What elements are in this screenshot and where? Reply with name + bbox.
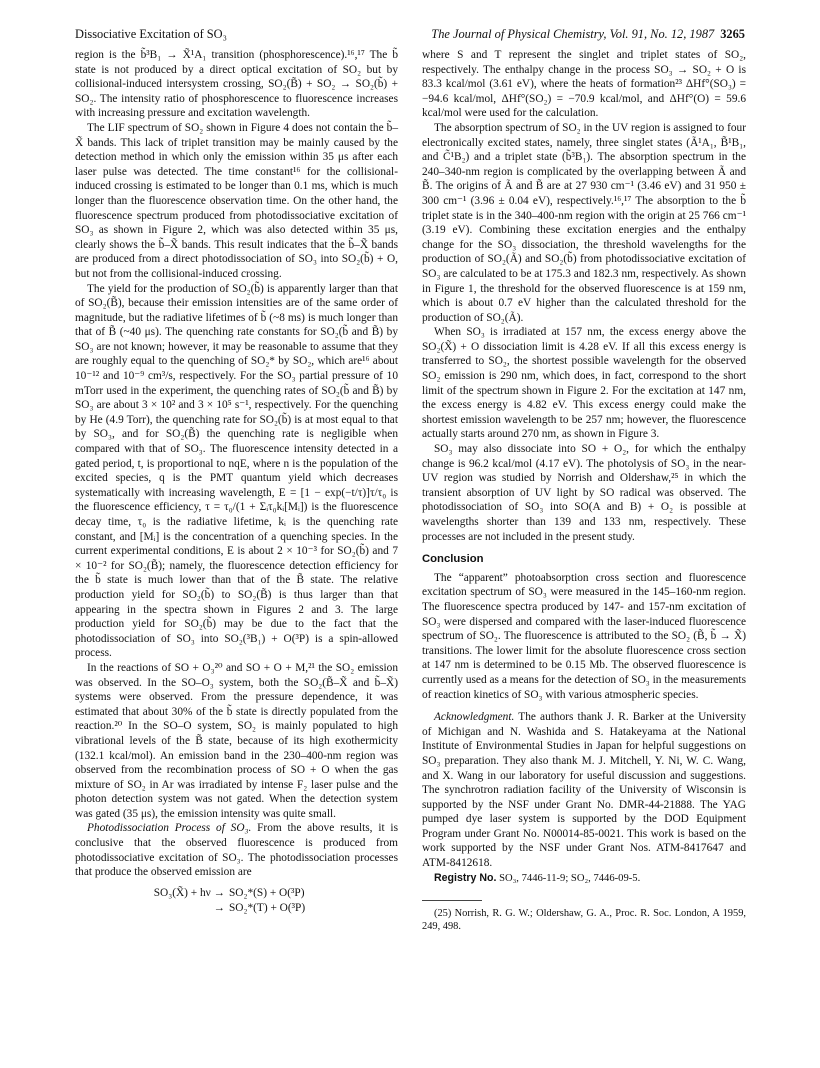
reference-25: (25) Norrish, R. G. W.; Oldershaw, G. A., Proc. R. Soc. London, A 1959, 249, 498. (422, 908, 746, 933)
paragraph: SO₃ may also dissociate into SO + O₂, for which the enthalpy change is 96.2 kcal/mol (4.17 eV). The photolysis of SO₃ in the near-UV region was studied by Norrish and Oldershaw,²⁵ in which the transient absorption of UV light by SO radical was observed. The photodissociation of SO₃ into SO(A and B) + O₂ is possible at wavelengths shorter than 139 and 133 nm, respectively. These processes are not included in the present study. (422, 443, 746, 543)
right-column (422, 48, 746, 933)
subsection-text: From the above results, it is conclusive that the observed fluorescence is produced from photodissociative excitation of SO₃. The photodissociation processes that produce the observed emission are (75, 822, 398, 879)
acknowledgment-paragraph (422, 710, 746, 871)
conclusion-paragraph: The “apparent” photoabsorption cross section and fluorescence excitation spectrum of SO₃ were measured in the 145–160-nm region. The fluorescence spectra produced by 147- and 157-nm excitation of SO₃ were dispersed and compared with the laser-induced fluorescence spectrum of SO₂. The fluorescence is attributed to the SO₂ (B̃, b̃ → X̃) transitions. The lower limit for the absolute fluorescence cross section at 147 nm is determined to be 0.15 Mb. The observed fluorescence is currently used as a means for the detection of SO₃ in the measurements of reaction kinetics of SO₃ with various atmospheric species. (422, 571, 746, 701)
paragraph: The yield for the production of SO₂(b̃) is apparently larger than that of SO₂(B̃), because their emission intensities are of the same order of magnitude, but the radiative lifetimes of b̃ (~8 ms) is much longer than that of B̃ (~40 μs). The quenching rate constants for SO₂(b̃ and B̃) by SO₃ are not known; however, it may be reasonable to assume that they are roughly equal to the quenching of SO₂* by SO₂, which are¹⁶ about 10⁻¹² and 10⁻⁹ cm³/s, respectively. For the SO₃ partial pressure of 10 mTorr used in the experiment, the quenching rates of SO₂(b̃ and B̃) by SO₃ are about 3 × 10² and 3 × 10⁵ s⁻¹, respectively. For the quenching by He (4.9 Torr), the quenching rate for SO₂(b̃) is at most equal to that by SO₃, and for SO₂(B̃) the quenching rate is negligible when compared with that of SO₃. The fluorescence intensity detected in a gated period, t, is proportional to nqE, where n is the population of the excited species, q is the PMT quantum yield which decreases systematically with increasing wavelength, E = [1 − exp(−t/τ)]τ/τ₀ is the fluorescence efficiency, τ = τ₀/(1 + Σᵢτ₀kᵢ[Mᵢ]) is the fluorescence decay time, τ₀ is the radiative lifetime, kᵢ is the quenching rate constant, and [Mᵢ] is the concentration of a quenching species. In the current experimental conditions, E is about 2 × 10⁻³ for SO₂(b̃) and 7 × 10⁻² for SO₂(B̃); namely, the fluorescence detection efficiency for the b̃ state is much lower than that of the B̃ state. The relative production yield for SO₂(b̃) to SO₂(B̃) is thus larger than that appearing in the spectra shown in Figures 2 and 3. The large production yield for SO₂(b̃) may be due to the fact that the photodissociation of SO₃ into SO₂(³B₁) + O(³P) is a spin-allowed process. (75, 282, 398, 660)
running-title: Dissociative Excitation of SO₃ (75, 27, 227, 41)
acknowledgment-label: Acknowledgment. (434, 711, 515, 724)
left-column (75, 48, 398, 917)
equation-lhs: SO₃(X̃) + hν → (153, 886, 225, 899)
equation-rhs: SO₂*(T) + O(³P) (229, 902, 306, 915)
page-number: 3265 (720, 27, 745, 41)
registry-text: SO₃, 7446-11-9; SO₂, 7446-09-5. (499, 872, 641, 884)
equation-lhs: → (213, 902, 225, 915)
conclusion-heading: Conclusion (422, 553, 484, 566)
registry-label: Registry No. (434, 871, 497, 884)
reaction-equations (75, 886, 398, 917)
spacer (422, 702, 746, 710)
paragraph: In the reactions of SO + O₃²⁰ and SO + O + M,²¹ the SO₂ emission was observed. In the SO–O₃ system, both the SO₂(B̃–X̃ and b̃–X̃) systems were observed. From the pressure dependence, it was estimated that about 30% of the b̃ state is directly populated from the reaction.²⁰ In the SO–O system, SO₂ is mainly populated to high vibrational levels of the B̃ state, because of its high exothermicity (132.1 kcal/mol). An emission band in the 230–400-nm region was observed from the recombination process of SO + O when the gas mixture of SO₂ in Ar was irradiated by intense F₂ laser pulse and the photon detection system was not gated. When the detection system was gated (35 μs), the emission intensity was quite small. (75, 661, 398, 820)
paragraph: The LIF spectrum of SO₂ shown in Figure 4 does not contain the b̃–X̃ bands. This lack of triplet transition may be mainly caused by the detection method in which only the emission within 35 μs after each laser pulse was detected. The time constant¹⁶ for the collisional-induced crossing is estimated to be longer than 0.1 ms, which is much longer than the fluorescence observation time. On the other hand, the fluorescence spectrum produced from photodissociative excitation of SO₃ as shown in Figure 2, which was also detected within 35 μs, clearly shows the b̃–X̃ bands. This result indicates that the b̃–X̃ bands are produced from a direct photodissociation of SO₃ into SO₂(b̃) + O, but not from the collisional-induced crossing. (75, 121, 398, 280)
equation-rhs: SO₂*(S) + O(³P) (229, 886, 305, 899)
paragraph: region is the b̃³B₁ → X̃¹A₁ transition (phosphorescence).¹⁶,¹⁷ The b̃ state is not produced by a direct optical excitation of SO₂ but by collisional-induced intersystem crossing, SO₂(B̃) + SO₂ → SO₂(b̃) + SO₂. The intensity ratio of phosphorescence to fluorescence increases with increasing pressure and excitation wavelength. (75, 49, 398, 120)
subsection-paragraph (75, 821, 398, 879)
equation-row (75, 901, 398, 917)
paragraph: where S and T represent the singlet and triplet states of SO₂, respectively. The enthalpy change in the process SO₃ → SO₂ + O is 83.3 kcal/mol (3.61 eV), where the heats of formation²³ ΔHf°(SO₃) = −94.6 kcal/mol, ΔHf°(SO₂) = −70.9 kcal/mol, and ΔHf°(O) = 59.6 kcal/mol were used for the calculation. (422, 49, 746, 120)
paragraph: The absorption spectrum of SO₂ in the UV region is assigned to four electronically excited states, namely, three singlet states (Ã¹A₁, B̃¹B₁, and C̃¹B₂) and a triplet state (b̃³B₁). The absorption spectrum in the 240–340-nm region is complicated by the overlapping between Ã and B̃. The origins of Ã and B̃ are at 27 930 cm⁻¹ (3.46 eV) and 31 950 ± 300 cm⁻¹ (3.96 ± 0.04 eV), respectively.¹⁶,¹⁷ The absorption to the b̃ triplet state is in the 340–400-nm region with the origin at 25 766 cm⁻¹ (3.19 eV). Combining these excitation energies and the enthalpy change for the SO₃ dissociation, the threshold wavelengths for the production of SO₂(Ã) and SO₂(b̃) from photodissociative excitation of SO₃ are calculated to be at 175.3 and 182.3 nm, respectively. As shown in Figure 1, the threshold for the observed fluorescence is at 159 nm, which is about 0.7 eV higher than the calculated threshold for the production of SO₂(Ã). (422, 121, 746, 324)
footnote-rule (422, 900, 482, 901)
journal-name: The Journal of Physical Chemistry, Vol. 91, No. 12, 1987 (431, 27, 715, 41)
equation-row (75, 886, 398, 902)
paragraph: When SO₃ is irradiated at 157 nm, the excess energy above the SO₂(X̃) + O dissociation limit is 4.28 eV. If all this excess energy is transferred to SO₂, the shortest possible wavelength for the observed SO₂ emission is 290 nm, which does, in fact, correspond to the short limit of the spectrum shown in Figure 2. For the excitation at 147 nm, the excess energy is 4.82 eV. This excess energy could make the shortest emission wavelength to be 257 nm; however, the fluorescence actually starts around 270 nm, as shown in Figure 3. (422, 326, 746, 441)
acknowledgment-text: The authors thank J. R. Barker at the University of Michigan and N. Washida and S. Hatakeyama at the National Institute of Environmental Studies in Japan for helpful suggestions on SO₃ preparation. They also thank M. J. Mitchell, Y. Ni, W. C. Wang, and X. Wang in our laboratory for useful discussion and suggestions. The synchrotron radiation facility of the University of Wisconsin is supported by the NSF under Grant No. DMR-44-21888. The YAG pumped dye laser system is supported by the DOD Equipment Program under Grant No. N00014-85-0021. This work is based on the work supported by the NSF under Grant Nos. ATM-8417647 and ATM-8412618. (422, 711, 746, 870)
registry-numbers (422, 871, 746, 887)
journal-citation (431, 26, 745, 42)
subsection-title: Photodissociation Process of SO₃. (87, 822, 252, 835)
